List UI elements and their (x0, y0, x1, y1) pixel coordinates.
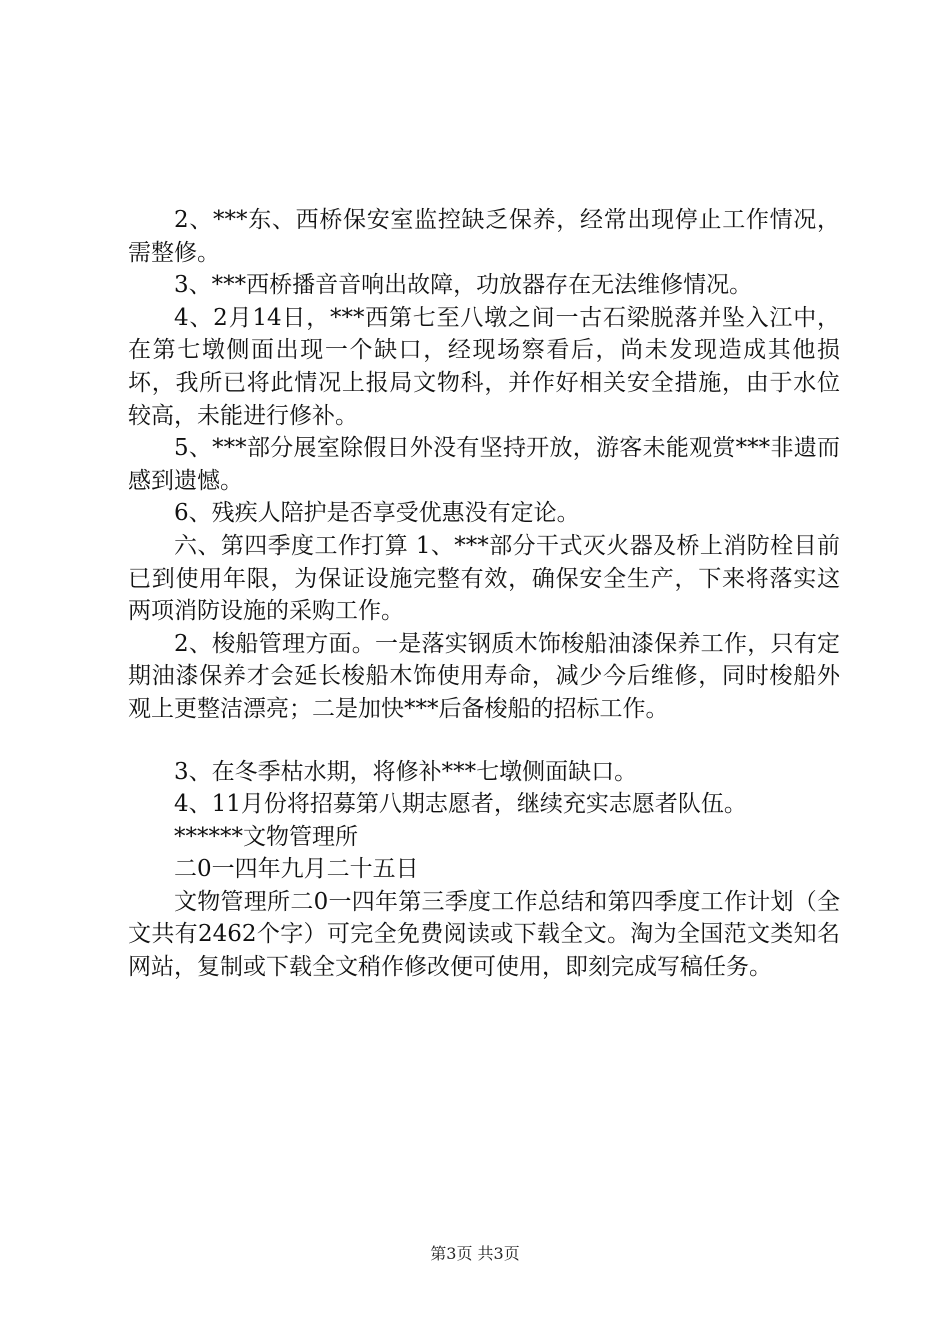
paragraph-section-6-plan: 六、第四季度工作打算 1、***部分干式灭火器及桥上消防栓目前已到使用年限，为保证设施完整有效，确保安全生产，下来将落实这两项消防设施的采购工作。 (128, 532, 840, 625)
paragraph-item-6-disabled-escort: 6、残疾人陪护是否享受优惠没有定论。 (174, 500, 580, 527)
page-footer: 第3页 共3页 (430, 1244, 520, 1263)
paragraph-plan-4-volunteers: 4、11月份将招募第八期志愿者，继续充实志愿者队伍。 (174, 791, 747, 818)
paragraph-plan-3-repair: 3、在冬季枯水期，将修补***七墩侧面缺口。 (174, 758, 638, 785)
download-notice: 文物管理所二0一四年第三季度工作总结和第四季度工作计划（全文共有2462个字）可完全免费阅读或下载全文。淘为全国范文类知名网站，复制或下载全文稍作修改便可使用，即刻完成写稿任务。 (128, 888, 840, 981)
paragraph-item-2-monitoring: 2、***东、西桥保安室监控缺乏保养，经常出现停止工作情况，需整修。 (128, 207, 840, 266)
paragraph-item-4-stone-beam: 4、2月14日，***西第七至八墩之间一古石梁脱落并坠入江中，在第七墩侧面出现一个缺口，经现场察看后，尚未发现造成其他损坏，我所已将此情况上报局文物科，并作好相关安全措施，由于水位较高，未能进行修补。 (128, 304, 840, 429)
paragraph-item-5-exhibition: 5、***部分展室除假日外没有坚持开放，游客未能观赏***非遗而感到遗憾。 (128, 435, 840, 494)
document-body (128, 204, 840, 984)
signature-organization: ******文物管理所 (174, 823, 358, 850)
signature-date: 二0一四年九月二十五日 (174, 856, 419, 883)
paragraph-plan-2-boats: 2、梭船管理方面。一是落实钢质木饰梭船油漆保养工作，只有定期油漆保养才会延长梭船木饰使用寿命，减少今后维修，同时梭船外观上更整洁漂亮；二是加快***后备梭船的招标工作。 (128, 630, 840, 722)
paragraph-item-3-audio: 3、***西桥播音音响出故障，功放器存在无法维修情况。 (174, 272, 753, 299)
